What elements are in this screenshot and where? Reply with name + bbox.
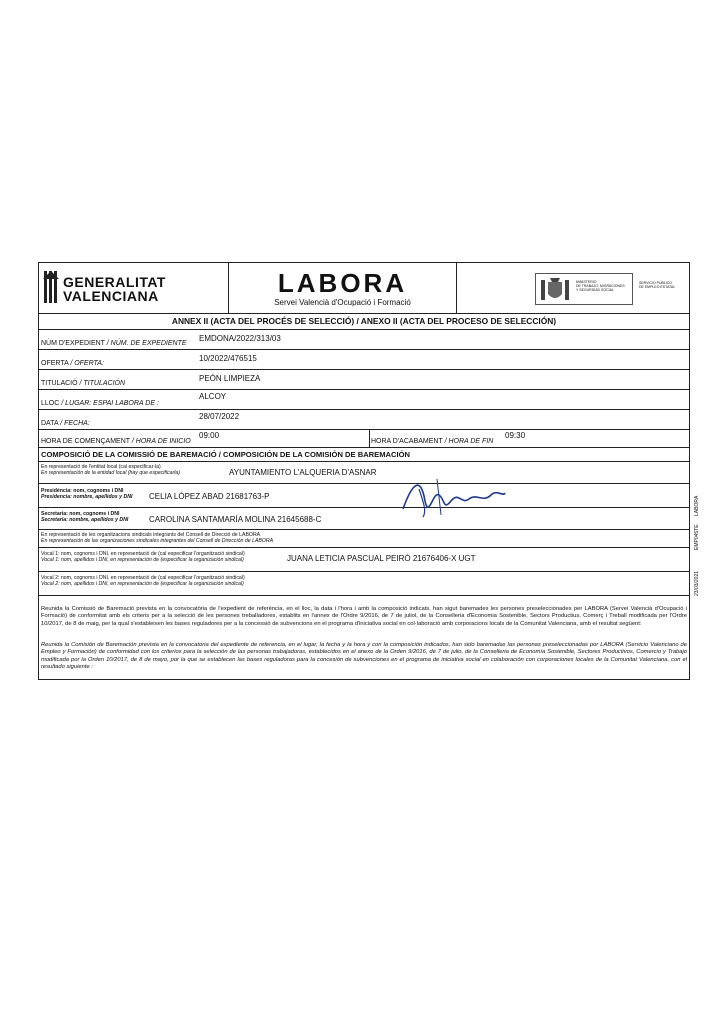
data-value: 28/07/2022 — [199, 412, 240, 421]
signature-scribble — [399, 471, 509, 521]
side-label-code: EMP045TE — [694, 524, 700, 550]
sepe-line-2: DE EMPLEO ESTATAL — [639, 285, 676, 289]
side-label-date: 23/03/2021 — [694, 570, 700, 596]
ministry-line-3: Y SEGURIDAD SOCIAL — [576, 288, 614, 292]
hora-fi-label: HORA D'ACABAMENT / HORA DE FIN — [371, 438, 494, 445]
secretaria-row — [39, 507, 689, 530]
entitat-label-es: En representación de la entidad local (hay que especificarla) — [41, 470, 180, 476]
vocal1-value: JUANA LETICIA PASCUAL PEIRÓ 21676406-X UGT — [287, 554, 476, 563]
presidencia-label-ca: Presidència: nom, cognoms i DNI — [41, 488, 124, 494]
paragraph-es: Reunida la Comisión de Baremación prevista en la convocatoria del expediente de referencia, en el lugar, la fecha y la hora y con la composición indicados, han sido baremadas las personas preseleccionadas por LABORA (Servicio Valenciano de Empleo y Formación) de conformidad con los criterios para la selección de las personas trabajadoras, establecidos en el anexo de la Orden 9/2016, de 7 de julio, de la Conselleria de Economía Sostenible, Sectores Productivos, Comercio y Trabajo modificada por la Orden 10/2017, de 8 de mayo, por la que se establecen las bases reguladoras para la concesión de subvenciones en el programa de iniciativa social en colaboración con corporaciones locales de la Comunitat Valenciana, con el resultado siguiente : — [41, 642, 687, 671]
presidencia-row — [39, 483, 689, 508]
hora-fi-value: 09:30 — [505, 431, 526, 440]
oferta-row — [39, 349, 689, 370]
oferta-value: 10/2022/476515 — [199, 354, 257, 363]
vocal2-label-es: Vocal 2: nom, apellidos i DNI, en representación de (especificar la organización sindical) — [41, 581, 244, 587]
titulacio-value: PEÓN LIMPIEZA — [199, 374, 261, 383]
data-label: DATA / FECHA: — [41, 420, 90, 427]
document-title: ANNEX II (ACTA DEL PROCÉS DE SELECCIÓ) / ANEXO II (ACTA DEL PROCESO DE SELECCIÓN) — [171, 316, 557, 326]
titulacio-row — [39, 369, 689, 390]
sepe-line-1: SERVICIO PÚBLICO — [639, 281, 673, 285]
ministry-line-1: MINISTERIO — [576, 280, 597, 284]
expedient-value: EMDONA/2022/313/03 — [199, 334, 281, 343]
hora-inici-label: HORA DE COMENÇAMENT / HORA DE INICIO — [41, 438, 191, 445]
sepe-text — [639, 281, 675, 289]
labora-name: LABORA — [277, 268, 408, 298]
vocal2-label-ca: Vocal 2: nom, cognoms i DNI, en representació de (cal especificar l'organització sindical) — [41, 575, 245, 581]
vocal1-label-ca: Vocal 1: nom, cognoms i DNI, en representació de (cal especificar l'organització sindical) — [41, 551, 245, 557]
labora-subtitle: Servei Valencià d'Ocupació i Formació — [274, 298, 411, 307]
secretaria-value: CAROLINA SANTAMARÍA MOLINA 21645688-C — [149, 515, 322, 524]
hora-row — [39, 429, 689, 448]
document-frame — [38, 262, 690, 680]
vocal1-row — [39, 547, 689, 572]
lloc-row — [39, 389, 689, 410]
lloc-value: ALCOY — [199, 392, 227, 401]
vocal2-row — [39, 571, 689, 596]
entitat-value: AYUNTAMIENTO L'ALQUERIA D'ASNAR — [229, 468, 377, 477]
ministry-logo-cell — [457, 263, 689, 313]
entitat-label-ca: En representació de l'entitat local (cal especificar-la) — [41, 464, 161, 470]
paragraph-section — [39, 595, 689, 680]
generalitat-logo-cell — [39, 263, 229, 313]
expedient-label: NÚM D'EXPEDIENT / NÚM. DE EXPEDIENTE — [41, 340, 187, 347]
oferta-label: OFERTA / OFERTA: — [41, 360, 104, 367]
paragraph-ca: Reunida la Comissió de Baremació prevista en la convocatòria de l'expedient de referència, en el lloc, la data i l'hora i amb la composició indicats, han sigut baremades les persones preseleccionades per LABORA (Servei Valencià d'Ocupació i Formació) de conformitat amb els criteris per a la selecció de les persones treballadores, establits en l'annex de l'Ordre 9/2016, de 7 de juliol, de la Conselleria d'Economia Sostenible, Sectors Productius, Comerç i Treball modificada per l'Ordre 10/2017, de 8 de maig, per la qual s'estableixen les bases reguladores per a la concessió de subvencions en el programa d'iniciativa social en col·laboració amb corporacions locals de la Comunitat Valenciana, amb el resultat següent: — [41, 606, 687, 627]
labora-logo-cell — [229, 263, 457, 313]
ministry-logo-box — [535, 273, 633, 305]
titulacio-label: TITULACIÓ / TITULACIÓN — [41, 380, 126, 387]
generalitat-name — [63, 275, 166, 303]
spain-coat-of-arms-icon — [538, 276, 572, 302]
side-label-labora: LABORA — [694, 495, 700, 516]
commission-heading-row — [39, 447, 689, 462]
expedient-row — [39, 329, 689, 350]
ministry-line-2: DE TRABAJO, MIGRACIONES — [576, 284, 625, 288]
data-row — [39, 409, 689, 430]
secretaria-label-es: Secretaría: nombre, apellidos y DNI — [41, 517, 129, 523]
sindical-label-es: En representación de las organizaciones sindicales integrantes del Consell de Dirección de LABORA — [41, 538, 274, 544]
entitat-row — [39, 461, 689, 484]
sindical-label-ca: En representació de les organitzacions sindicals integrants del Consell de Direcció de LABORA — [41, 532, 261, 538]
sindical-row — [39, 529, 689, 548]
header — [39, 263, 689, 314]
secretaria-label-ca: Secretaria: nom, cognoms i DNI — [41, 511, 120, 517]
hora-inici-value: 09:00 — [199, 431, 220, 440]
commission-heading: COMPOSICIÓ DE LA COMISSIÓ DE BAREMACIÓ / COMPOSICIÓN DE LA COMISIÓN DE BAREMACIÓN — [41, 450, 411, 459]
presidencia-label-es: Presidencia: nombre, apellidos y DNI — [41, 494, 133, 500]
presidencia-value: CELIA LÓPEZ ABAD 21681763-P — [149, 492, 270, 501]
ministry-text — [576, 280, 625, 292]
gv-line-2: VALENCIANA — [63, 288, 159, 304]
vocal1-label-es: Vocal 1: nom, apellidos i DNI, en representación de (especificar la organización sindical) — [41, 557, 244, 563]
gv-line-1: GENERALITAT — [63, 274, 166, 290]
generalitat-emblem-icon — [42, 269, 60, 305]
hora-divider — [369, 430, 370, 448]
lloc-label: LLOC / LUGAR: ESPAI LABORA DE : — [41, 400, 159, 407]
